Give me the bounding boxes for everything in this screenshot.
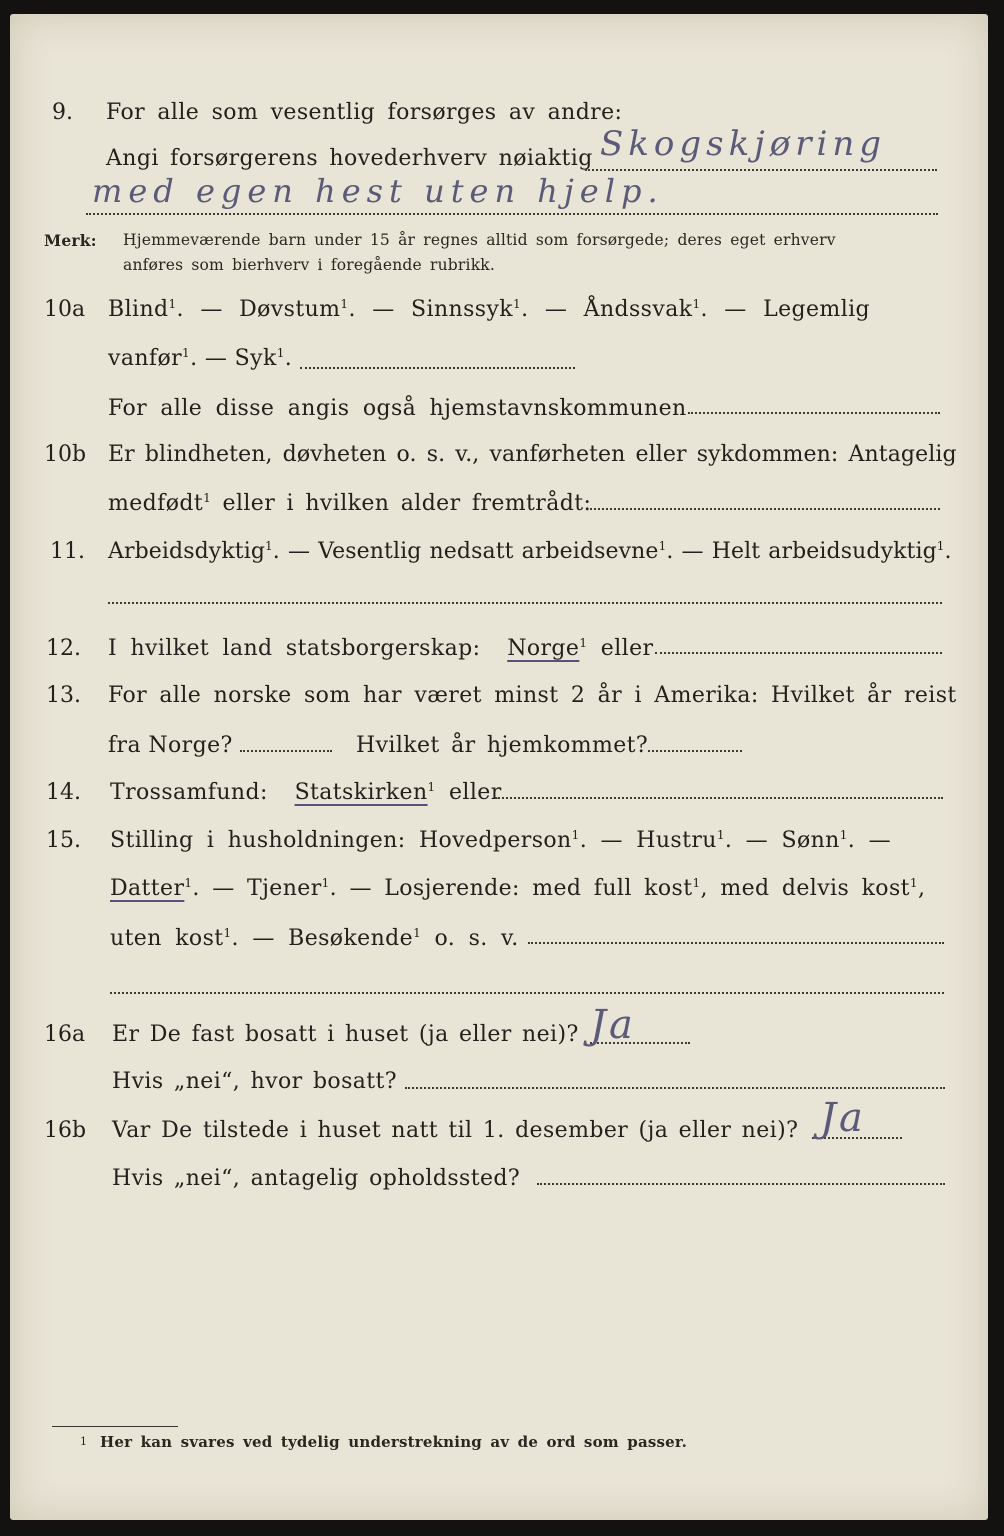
q15-line1: Stilling i husholdningen: Hovedperson$^1$. — Hustru$^1$. — Sønn$^1$. — xyxy=(110,828,891,853)
q10a-line1: Blind$^1$. — Døvstum$^1$. — Sinnssyk$^1$. — Åndssvak$^1$. — Legemlig xyxy=(108,297,871,322)
q9-handwritten-answer1: Skogskjøring xyxy=(600,124,886,164)
q10a-number: 10a xyxy=(44,297,86,322)
q16a-number: 16a xyxy=(44,1022,86,1047)
q16b-handwritten-answer: Ja xyxy=(820,1095,866,1141)
q14-line: Trossamfund: Statskirken$^1$ eller xyxy=(110,780,502,805)
q15-stilling-line xyxy=(528,942,944,944)
merk-label: Merk: xyxy=(44,231,97,250)
q16b-opholdssted-line xyxy=(537,1183,945,1185)
q13-line2b: Hvilket år hjemkommet? xyxy=(356,733,649,758)
q10a-kommune-line xyxy=(688,412,940,414)
q16a-handwritten-answer: Ja xyxy=(590,1002,636,1048)
q16a-line1: Er De fast bosatt i huset (ja eller nei)? xyxy=(112,1022,579,1047)
q16b-line2: Hvis „nei“, antagelig opholdssted? xyxy=(112,1166,521,1191)
q13-hjem-line xyxy=(648,750,742,752)
q9-answer-line1 xyxy=(585,169,937,171)
footnote-mark: 1 xyxy=(80,1435,88,1448)
q10a-line3: For alle disse angis også hjemstavnskommunen xyxy=(108,396,687,421)
q14-trossamfund-line xyxy=(495,797,943,799)
q13-line2a: fra Norge? xyxy=(108,733,233,758)
q10a-line2: vanfør$^1$. — Syk$^1$. xyxy=(108,346,293,371)
q9-handwritten-answer2: med egen hest uten hjelp. xyxy=(92,172,664,210)
q12-land-line xyxy=(655,652,942,654)
q15-answer-line xyxy=(110,992,944,994)
q16b-number: 16b xyxy=(44,1118,87,1143)
q10a-syk-line xyxy=(300,367,575,369)
q11-answer-line xyxy=(108,602,942,604)
q13-reist-line xyxy=(240,750,332,752)
q11-number: 11. xyxy=(50,539,85,564)
q12-number: 12. xyxy=(46,636,81,661)
q10b-line2: medfødt$^1$ eller i hvilken alder fremtrådt: xyxy=(108,491,592,516)
q9-line1: For alle som vesentlig forsørges av andre: xyxy=(106,100,623,125)
q14-number: 14. xyxy=(46,780,81,805)
q9-line2: Angi forsørgerens hovederhverv nøiaktig xyxy=(106,146,593,171)
q16b-line1: Var De tilstede i huset natt til 1. desember (ja eller nei)? xyxy=(112,1118,799,1143)
q12-line: I hvilket land statsborgerskap: Norge$^1$ eller xyxy=(108,636,654,661)
q16a-bosatt-line xyxy=(405,1087,945,1089)
footnote-text: Her kan svares ved tydelig understrekning av de ord som passer. xyxy=(100,1433,688,1451)
q10b-number: 10b xyxy=(44,442,87,467)
q16a-line2: Hvis „nei“, hvor bosatt? xyxy=(112,1069,397,1094)
q15-line2: Datter$^1$. — Tjener$^1$. — Losjerende: med full kost$^1$, med delvis kost$^1$, xyxy=(110,876,926,901)
q10b-line1: Er blindheten, døvheten o. s. v., vanførheten eller sykdommen: Antagelig xyxy=(108,442,957,467)
merk-line1: Hjemmeværende barn under 15 år regnes alltid som forsørgede; deres eget erhverv xyxy=(123,231,836,249)
q9-answer-line2 xyxy=(86,213,938,215)
merk-line2: anføres som bierhverv i foregående rubrikk. xyxy=(123,256,496,274)
q13-number: 13. xyxy=(46,683,81,708)
footnote-rule xyxy=(52,1426,178,1427)
q11-line: Arbeidsdyktig$^1$. — Vesentlig nedsatt arbeidsevne$^1$. — Helt arbeidsudyktig$^1$. xyxy=(108,539,952,564)
q10b-alder-line xyxy=(590,508,940,510)
q13-line1: For alle norske som har været minst 2 år i Amerika: Hvilket år reist xyxy=(108,683,957,708)
q15-line3: uten kost$^1$. — Besøkende$^1$ o. s. v. xyxy=(110,926,519,951)
q9-number: 9. xyxy=(52,100,73,125)
q15-number: 15. xyxy=(46,828,81,853)
